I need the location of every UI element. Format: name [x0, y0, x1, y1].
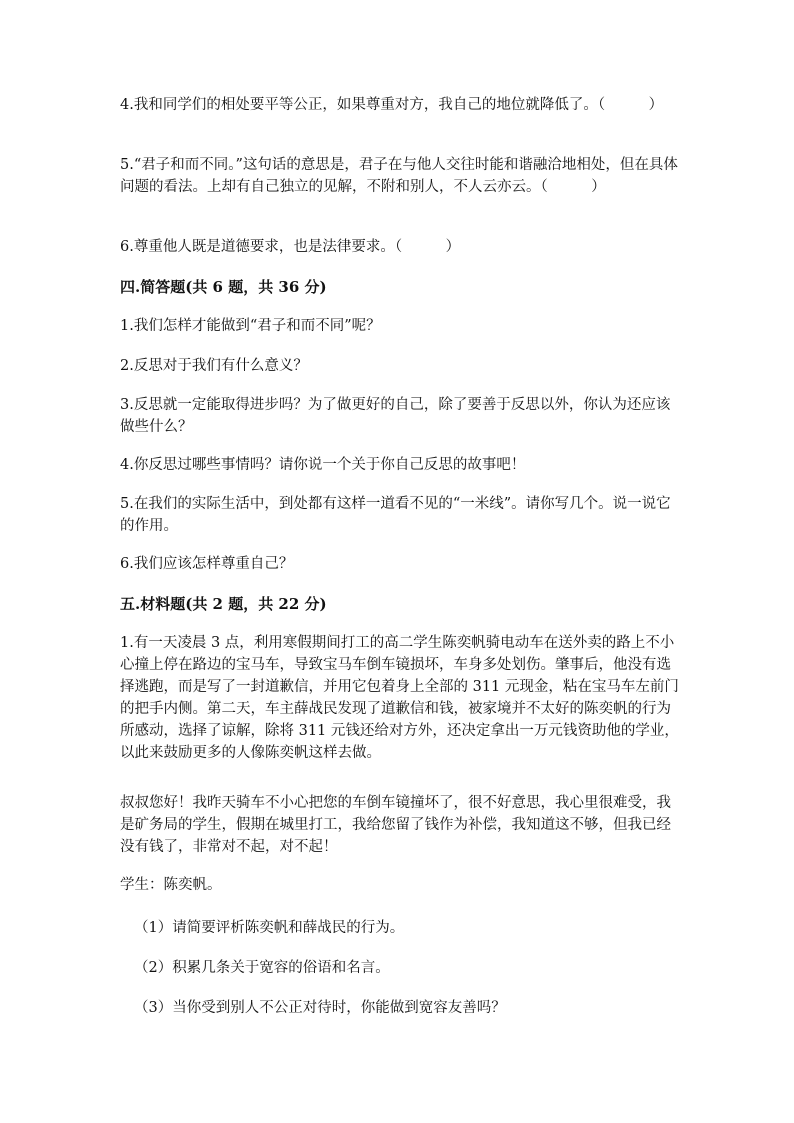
judgement-question-5: 5.“君子和而不同。”这句话的意思是，君子在与他人交往时能和谐融洽地相处，但在具体问题的看法。上却有自己独立的见解，不附和别人，不人云亦云。（ ）	[120, 157, 678, 195]
material-passage: 1.有一天凌晨 3 点，利用寒假期间打工的高二学生陈奕帆骑电动车在送外卖的路上不小心撞上停在路边的宝马车，导致宝马车倒车镜损坏，车身多处划伤。肇事后，他没有选择逃跑，而是写了一封道歉信，并用它包着身上全部的 311 元现金，粘在宝马车左前门的把手内侧。第二天，车主薛战民发现了道歉信和钱，被家境并不太好的陈奕帆的行为所感动，选择了谅解，除将 311 元钱还给对方外，还决定拿出一万元钱资助他的学业，以此来鼓励更多的人像陈奕帆这样去做。	[120, 635, 679, 761]
letter-signature: 学生：陈奕帆。	[120, 877, 222, 893]
section-4-heading: 四.简答题(共 6 题，共 36 分)	[120, 278, 327, 296]
material-subquestion-2: （2）积累几条关于宽容的俗语和名言。	[134, 960, 390, 976]
section-5-heading: 五.材料题(共 2 题，共 22 分)	[120, 595, 327, 613]
judgement-question-4: 4.我和同学们的相处要平等公正，如果尊重对方，我自己的地位就降低了。（ ）	[120, 97, 664, 113]
short-answer-question-2: 2.反思对于我们有什么意义？	[120, 358, 308, 374]
short-answer-question-4: 4.你反思过哪些事情吗？请你说一个关于你自己反思的故事吧！	[120, 457, 526, 473]
short-answer-question-3: 3.反思就一定能取得进步吗？为了做更好的自己，除了要善于反思以外，你认为还应该做些什么？	[120, 397, 671, 435]
short-answer-question-6: 6.我们应该怎样尊重自己？	[120, 556, 294, 572]
judgement-question-6: 6.尊重他人既是道德要求，也是法律要求。（ ）	[120, 239, 461, 255]
short-answer-question-5: 5.在我们的实际生活中，到处都有这样一道看不见的“一米线”。请你写几个。说一说它的作用。	[120, 496, 671, 534]
material-subquestion-1: （1）请简要评析陈奕帆和薛战民的行为。	[134, 920, 405, 936]
material-subquestion-3: （3）当你受到别人不公正对待时，你能做到宽容友善吗？	[134, 1000, 506, 1016]
apology-letter: 叔叔您好！我昨天骑车不小心把您的车倒车镜撞坏了，很不好意思，我心里很难受，我是矿务局的学生，假期在城里打工，我给您留了钱作为补偿，我知道这不够，但我已经没有钱了，非常对不起，对不起！	[120, 795, 671, 855]
short-answer-question-1: 1.我们怎样才能做到“君子和而不同”呢？	[120, 318, 381, 334]
